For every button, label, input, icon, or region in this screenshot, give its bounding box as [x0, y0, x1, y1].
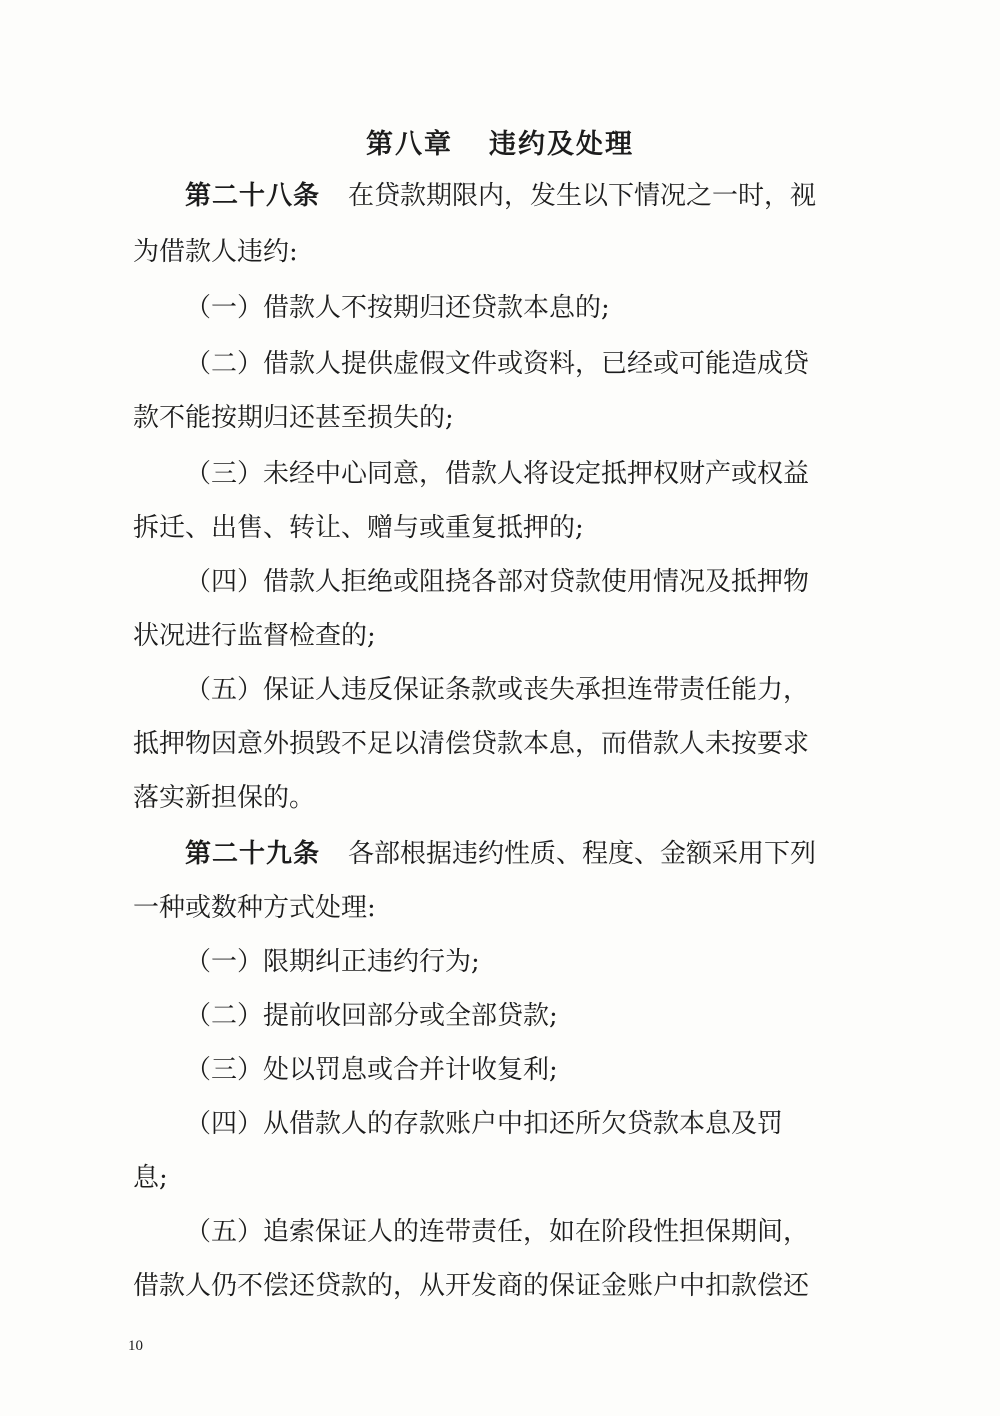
article-29-item-4-line-2: 息; [133, 1163, 168, 1193]
article-29-item-2: （二）提前收回部分或全部贷款; [185, 1001, 558, 1031]
article-28-label: 第二十八条 [185, 181, 321, 211]
article-29-intro-line-2: 一种或数种方式处理: [133, 893, 376, 923]
article-29-item-5-line-1: （五）追索保证人的连带责任，如在阶段性担保期间， [185, 1217, 810, 1247]
article-28-item-2-line-2: 款不能按期归还甚至损失的; [133, 403, 454, 433]
article-28-item-5-line-1: （五）保证人违反保证条款或丧失承担连带责任能力， [185, 675, 810, 705]
article-28-item-5-line-2: 抵押物因意外损毁不足以清偿贷款本息，而借款人未按要求 [133, 729, 810, 759]
article-28-item-5-line-3: 落实新担保的。 [133, 783, 316, 813]
article-28-intro-line-2: 为借款人违约: [133, 237, 298, 267]
article-29-item-4-line-1: （四）从借款人的存款账户中扣还所欠贷款本息及罚 [185, 1109, 784, 1139]
article-28-item-2-line-1: （二）借款人提供虚假文件或资料，已经或可能造成贷 [185, 349, 810, 379]
article-28-item-3-line-1: （三）未经中心同意，借款人将设定抵押权财产或权益 [185, 459, 810, 489]
chapter-heading [0, 122, 1000, 161]
article-28-item-1: （一）借款人不按期归还贷款本息的; [185, 293, 610, 323]
article-29-item-1: （一）限期纠正违约行为; [185, 947, 480, 977]
article-28-item-4-line-2: 状况进行监督检查的; [133, 621, 376, 651]
article-29-item-5-line-2: 借款人仍不偿还贷款的，从开发商的保证金账户中扣款偿还 [133, 1271, 810, 1301]
article-28-intro-line-1: 第二十八条 在贷款期限内，发生以下情况之一时，视 [185, 181, 817, 211]
article-29-intro-line-1: 第二十九条 各部根据违约性质、程度、金额采用下列 [185, 839, 817, 869]
chapter-title: 违约及处理 [489, 129, 634, 160]
article-28-item-3-line-2: 拆迁、出售、转让、赠与或重复抵押的; [133, 513, 584, 543]
article-29-item-3: （三）处以罚息或合并计收复利; [185, 1055, 558, 1085]
page-number: 10 [128, 1338, 143, 1354]
article-28-item-4-line-1: （四）借款人拒绝或阻挠各部对贷款使用情况及抵押物 [185, 567, 810, 597]
article-29-label: 第二十九条 [185, 839, 321, 869]
chapter-number: 第八章 [366, 129, 453, 160]
